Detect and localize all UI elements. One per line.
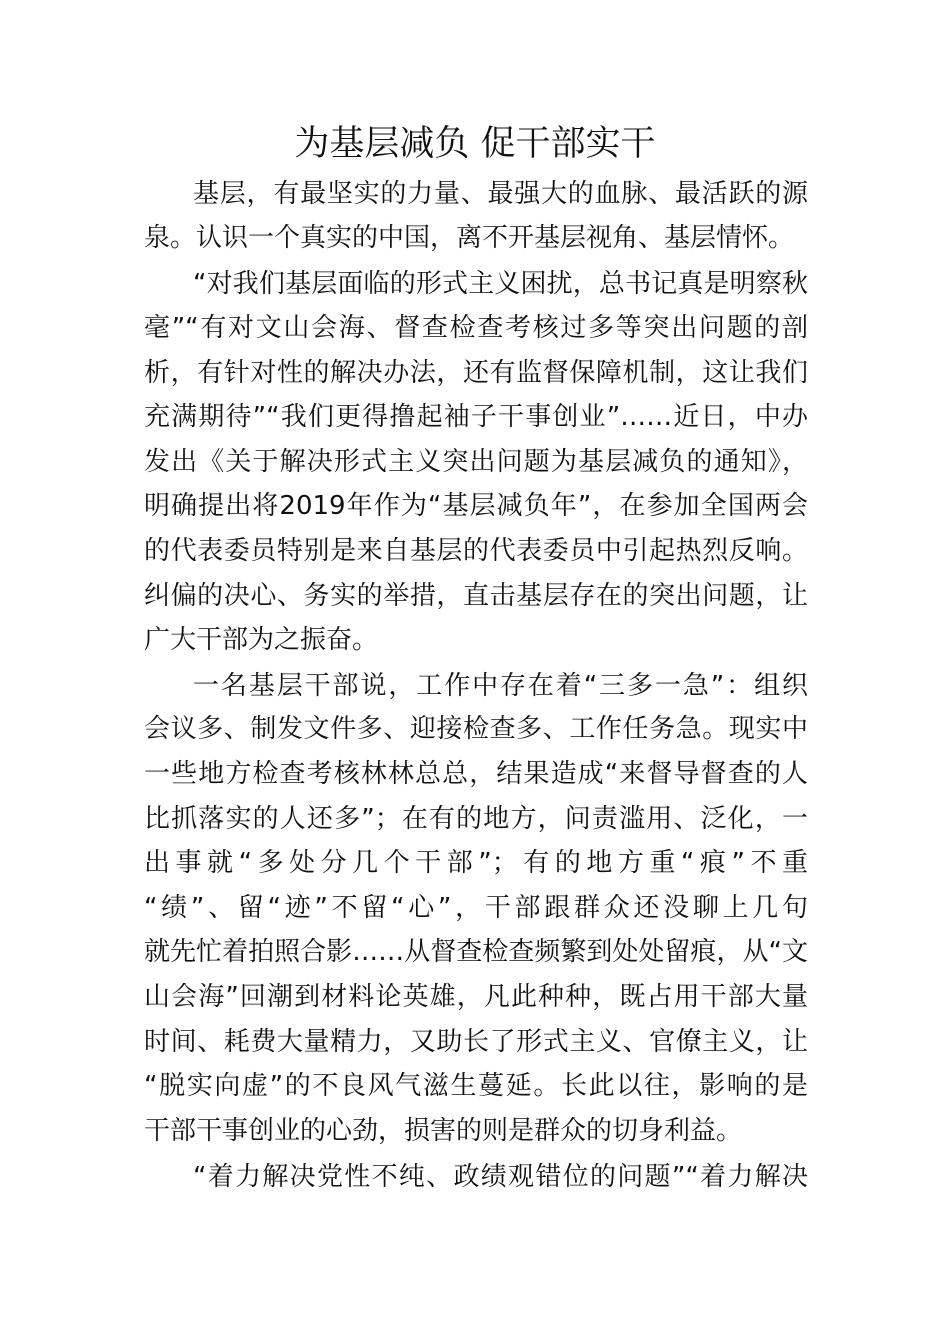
paragraph-line: 时间、耗费大量精力，又助长了形式主义、官僚主义，让 [144,1027,808,1057]
paragraph-line: “绩”、留“迹”不留“心”，干部跟群众还没聊上几句 [144,893,808,923]
paragraph-line: 广大干部为之振奋。 [144,625,379,655]
paragraph-line: 充满期待”“我们更得撸起袖子干事创业”……近日，中办 [144,402,808,432]
paragraph-line: 毫”“有对文山会海、督查检查考核过多等突出问题的剖 [144,313,808,343]
paragraph-line: 的代表委员特别是来自基层的代表委员中引起热烈反响。 [144,536,808,566]
paragraph-line: 就先忙着拍照合影……从督查检查频繁到处处留痕，从“文 [144,937,808,967]
paragraph-line: 泉。认识一个真实的中国，离不开基层视角、基层情怀。 [144,223,795,253]
paragraph-line: 干部干事创业的心劲，损害的则是群众的切身利益。 [144,1116,743,1146]
paragraph-line: 会议多、制发文件多、迎接检查多、工作任务急。现实中 [144,714,808,744]
paragraph-line: 发出《关于解决形式主义突出问题为基层减负的通知》， [144,447,808,477]
paragraph-line: “对我们基层面临的形式主义困扰，总书记真是明察秋 [193,269,808,299]
paragraph-line: 基层，有最坚实的力量、最强大的血脉、最活跃的源 [193,179,808,209]
paragraph-line: 比抓落实的人还多”；在有的地方，问责滥用、泛化，一 [144,804,808,834]
paragraph-line: 一些地方检查考核林林总总，结果造成“来督导督查的人 [144,759,808,789]
document-title: 为基层减负 促干部实干 [294,124,656,164]
paragraph-line: 出事就“多处分几个干部”；有的地方重“痕”不重 [144,848,808,878]
paragraph-line: 一名基层干部说，工作中存在着“三多一急”：组织 [193,671,808,701]
paragraph-line: 析，有针对性的解决办法，还有监督保障机制，这让我们 [144,358,808,388]
paragraph-line: 纠偏的决心、务实的举措，直击基层存在的突出问题，让 [144,581,808,611]
paragraph-line: 明确提出将2019年作为“基层减负年”，在参加全国两会 [144,491,808,521]
paragraph-line: “脱实向虚”的不良风气滋生蔓延。长此以往，影响的是 [144,1071,808,1101]
paragraph-line: 山会海”回潮到材料论英雄，凡此种种，既占用干部大量 [144,982,808,1012]
paragraph-line: “着力解决党性不纯、政绩观错位的问题”“着力解决 [193,1162,808,1192]
